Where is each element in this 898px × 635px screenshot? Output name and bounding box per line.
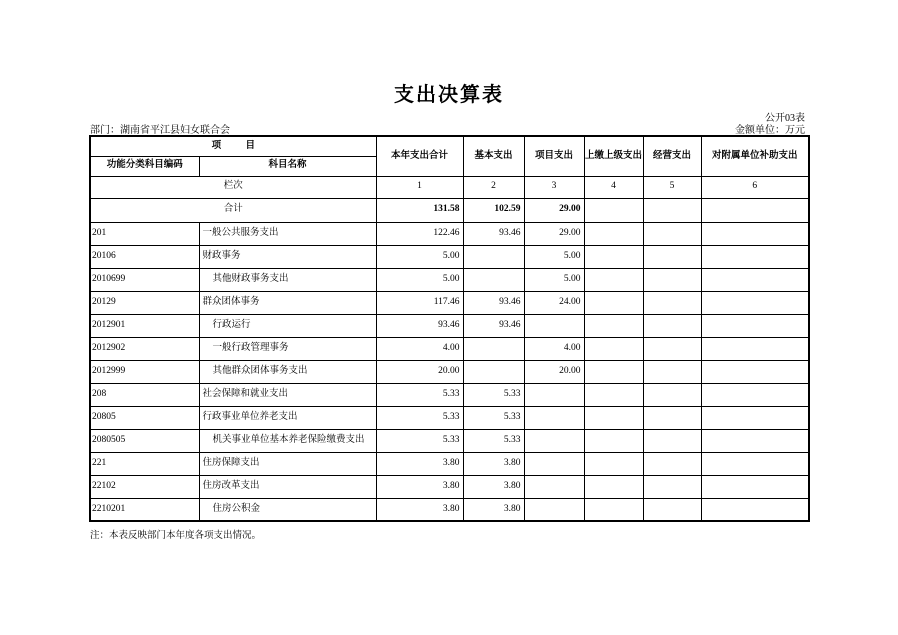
subject-name: 住房保障支出 (199, 452, 376, 475)
subject-code: 2010699 (90, 268, 199, 291)
subject-name: 住房公积金 (199, 498, 376, 521)
table-row (90, 314, 809, 337)
amount-cell: 4.00 (376, 337, 463, 360)
amount-cell: 5.33 (463, 429, 524, 452)
amount-cell (701, 314, 809, 337)
amount-cell: 5.33 (376, 429, 463, 452)
col-header-project-expenditure: 项目支出 (524, 136, 584, 176)
amount-cell (701, 222, 809, 245)
index-row (90, 176, 809, 198)
amount-cell (584, 268, 643, 291)
amount-cell (584, 475, 643, 498)
amount-cell: 5.00 (524, 268, 584, 291)
amount-cell: 3.80 (463, 475, 524, 498)
subject-name: 财政事务 (199, 245, 376, 268)
amount-cell (463, 268, 524, 291)
amount-cell (701, 452, 809, 475)
amount-cell (463, 337, 524, 360)
index-number: 6 (701, 176, 809, 198)
subject-code: 2012999 (90, 360, 199, 383)
amount-cell: 5.33 (463, 383, 524, 406)
subject-name: 住房改革支出 (199, 475, 376, 498)
total-amount (643, 198, 701, 222)
department-label: 部门：湖南省平江县妇女联合会 (90, 125, 230, 136)
amount-cell: 5.00 (376, 245, 463, 268)
table-row (90, 268, 809, 291)
amount-unit-label: 金额单位：万元 (735, 125, 805, 136)
total-amount (701, 198, 809, 222)
subject-code: 20805 (90, 406, 199, 429)
subject-name: 社会保障和就业支出 (199, 383, 376, 406)
amount-cell (463, 245, 524, 268)
index-number: 4 (584, 176, 643, 198)
subject-code: 201 (90, 222, 199, 245)
total-row-label: 合计 (90, 198, 376, 222)
amount-cell (524, 452, 584, 475)
table-row (90, 383, 809, 406)
index-number: 3 (524, 176, 584, 198)
subject-name: 一般行政管理事务 (199, 337, 376, 360)
amount-cell: 5.33 (463, 406, 524, 429)
total-row (90, 198, 809, 222)
subject-code: 20106 (90, 245, 199, 268)
footnote: 注：本表反映部门本年度各项支出情况。 (90, 531, 262, 541)
amount-cell (643, 268, 701, 291)
subject-name: 行政事业单位养老支出 (199, 406, 376, 429)
total-amount (584, 198, 643, 222)
amount-cell (701, 291, 809, 314)
amount-cell (701, 383, 809, 406)
col-header-operating-expenditure: 经营支出 (643, 136, 701, 176)
subject-name: 一般公共服务支出 (199, 222, 376, 245)
amount-cell (524, 383, 584, 406)
amount-cell: 3.80 (376, 498, 463, 521)
col-header-basic-expenditure: 基本支出 (463, 136, 524, 176)
amount-cell (643, 383, 701, 406)
amount-cell (584, 314, 643, 337)
amount-cell (701, 475, 809, 498)
amount-cell: 3.80 (376, 475, 463, 498)
amount-cell (584, 337, 643, 360)
amount-cell (701, 268, 809, 291)
amount-cell: 93.46 (463, 291, 524, 314)
amount-cell (701, 245, 809, 268)
amount-cell (524, 314, 584, 337)
amount-cell (701, 429, 809, 452)
amount-cell (643, 475, 701, 498)
subject-name: 群众团体事务 (199, 291, 376, 314)
amount-cell: 93.46 (463, 222, 524, 245)
amount-cell (584, 245, 643, 268)
table-row (90, 475, 809, 498)
table-row (90, 222, 809, 245)
index-number: 2 (463, 176, 524, 198)
col-header-name: 科目名称 (199, 156, 376, 176)
amount-cell: 3.80 (463, 452, 524, 475)
amount-cell (643, 337, 701, 360)
amount-cell: 20.00 (524, 360, 584, 383)
subject-code: 22102 (90, 475, 199, 498)
amount-cell: 122.46 (376, 222, 463, 245)
amount-cell (584, 222, 643, 245)
header-row (90, 136, 809, 156)
table-row (90, 291, 809, 314)
col-header-total-expenditure: 本年支出合计 (376, 136, 463, 176)
amount-cell (643, 245, 701, 268)
amount-cell: 3.80 (463, 498, 524, 521)
subject-code: 2012901 (90, 314, 199, 337)
amount-cell (584, 452, 643, 475)
amount-cell (643, 314, 701, 337)
amount-cell: 4.00 (524, 337, 584, 360)
amount-cell (584, 383, 643, 406)
amount-cell: 93.46 (376, 314, 463, 337)
amount-cell (524, 475, 584, 498)
amount-cell: 5.33 (376, 383, 463, 406)
amount-cell: 20.00 (376, 360, 463, 383)
amount-cell (643, 429, 701, 452)
amount-cell (584, 291, 643, 314)
table-row (90, 245, 809, 268)
amount-cell: 5.33 (376, 406, 463, 429)
amount-cell: 29.00 (524, 222, 584, 245)
subject-name: 其他群众团体事务支出 (199, 360, 376, 383)
page-title: 支出决算表 (394, 84, 504, 106)
amount-cell (643, 498, 701, 521)
amount-cell (463, 360, 524, 383)
subject-code: 2210201 (90, 498, 199, 521)
amount-cell (584, 498, 643, 521)
index-row-label: 栏次 (90, 176, 376, 198)
amount-cell (524, 498, 584, 521)
amount-cell (584, 360, 643, 383)
amount-cell (701, 498, 809, 521)
amount-cell: 5.00 (376, 268, 463, 291)
amount-cell (701, 360, 809, 383)
subject-code: 2080505 (90, 429, 199, 452)
subject-code: 221 (90, 452, 199, 475)
total-amount: 131.58 (376, 198, 463, 222)
amount-cell: 5.00 (524, 245, 584, 268)
amount-cell: 24.00 (524, 291, 584, 314)
subject-name: 行政运行 (199, 314, 376, 337)
col-header-code: 功能分类科目编码 (90, 156, 199, 176)
amount-cell: 117.46 (376, 291, 463, 314)
table-row (90, 452, 809, 475)
subject-name: 机关事业单位基本养老保险缴费支出 (199, 429, 376, 452)
amount-cell (524, 429, 584, 452)
amount-cell (584, 429, 643, 452)
index-number: 5 (643, 176, 701, 198)
amount-cell: 3.80 (376, 452, 463, 475)
table-row (90, 337, 809, 360)
amount-cell (643, 406, 701, 429)
table-row (90, 429, 809, 452)
amount-cell (643, 452, 701, 475)
col-header-subsidiary-subsidy: 对附属单位补助支出 (701, 136, 809, 176)
table-row (90, 498, 809, 521)
amount-cell (524, 406, 584, 429)
amount-cell (701, 406, 809, 429)
subject-code: 208 (90, 383, 199, 406)
amount-cell (643, 222, 701, 245)
form-number: 公开03表 (765, 113, 805, 124)
total-amount: 102.59 (463, 198, 524, 222)
subject-code: 2012902 (90, 337, 199, 360)
amount-cell (584, 406, 643, 429)
amount-cell (701, 337, 809, 360)
col-header-remit-superior: 上缴上级支出 (584, 136, 643, 176)
amount-cell (643, 360, 701, 383)
header-item: 项 目 (90, 136, 376, 156)
amount-cell: 93.46 (463, 314, 524, 337)
amount-cell (643, 291, 701, 314)
subject-code: 20129 (90, 291, 199, 314)
expenditure-table (89, 135, 810, 522)
table-row (90, 406, 809, 429)
total-amount: 29.00 (524, 198, 584, 222)
table-row (90, 360, 809, 383)
subject-name: 其他财政事务支出 (199, 268, 376, 291)
index-number: 1 (376, 176, 463, 198)
